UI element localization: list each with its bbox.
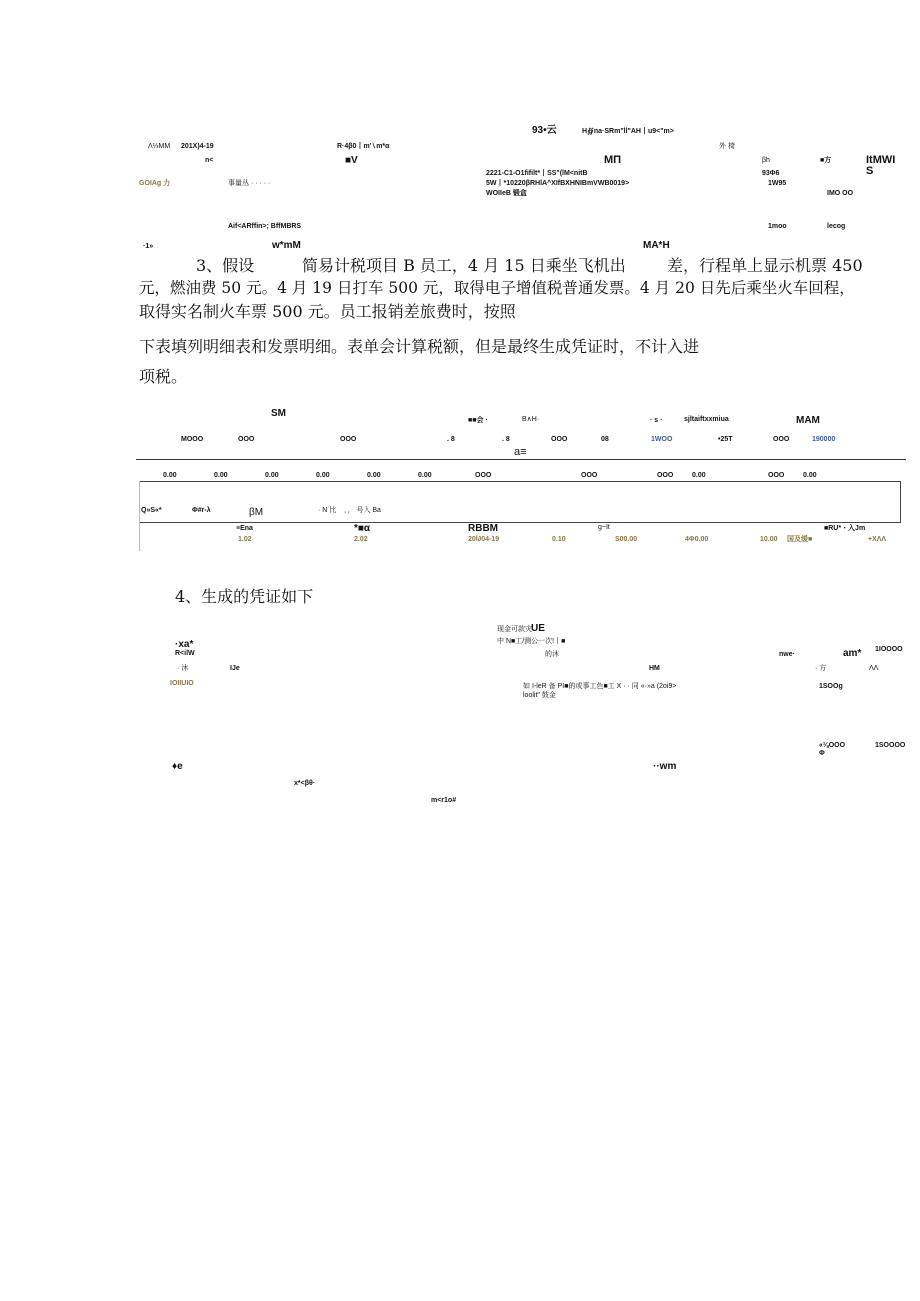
- table-cell: · N 比: [318, 507, 337, 514]
- voucher-text: x*<βθ·: [294, 780, 316, 787]
- table-cell: 10.00: [760, 536, 778, 543]
- table-cell: 4Φ0.00: [685, 536, 709, 543]
- table-cell: g~It: [598, 524, 610, 531]
- table-cell: 190000: [812, 436, 836, 443]
- voucher-text: 事量丛 · · · · ·: [228, 180, 271, 187]
- voucher-text: ■方: [820, 157, 832, 164]
- table-header: sjltaiftxxmiua: [684, 416, 729, 423]
- voucher-text: Aif<ARffin>; BffMBRS: [228, 223, 302, 230]
- voucher-text: Φ: [819, 750, 825, 757]
- voucher-text: IMO OO: [827, 190, 854, 197]
- voucher-text: 外 椅: [719, 143, 735, 150]
- table-cell: 0.00: [163, 472, 177, 479]
- table-edge: [139, 481, 140, 551]
- table-cell: 0.00: [803, 472, 817, 479]
- table-header: · s ·: [650, 417, 663, 424]
- voucher-text: ΛΛ: [869, 665, 879, 672]
- voucher-text: GOIAg 力: [139, 180, 171, 187]
- table-cell: OOO: [551, 436, 568, 443]
- table-cell: OOO: [773, 436, 790, 443]
- voucher-text: loolit" 鼓金: [523, 692, 556, 699]
- voucher-text: 的沐: [545, 651, 559, 658]
- voucher-text: 5W丨*10220βRHlA^XIfBXHNIBmVWB0019>: [486, 180, 630, 187]
- table-cell: MOOO: [181, 436, 204, 443]
- voucher-text: R·4β0丨m'∖m*α: [337, 143, 390, 150]
- voucher-date: 201X)4-19: [181, 143, 214, 150]
- voucher-header-text: H∯na·SRm"ll"AH丨u9<"m>: [582, 128, 674, 135]
- table-cell: 0.10: [552, 536, 566, 543]
- paragraph-line: 3、假设: [196, 256, 255, 275]
- table-cell: 国及缓■: [787, 536, 813, 543]
- voucher-text: 1IOOOO: [875, 646, 903, 653]
- voucher-text: ·xa*: [175, 639, 194, 650]
- voucher-text: m<r1o#: [431, 797, 457, 804]
- table-cell: OOO: [238, 436, 255, 443]
- table-cell: Φ#r-λ: [192, 507, 211, 514]
- voucher-text: 1SOOg: [819, 683, 843, 690]
- voucher-text: nwe·: [779, 651, 795, 658]
- voucher-label: Λ⅓MM: [148, 143, 171, 150]
- voucher-text: n<: [205, 157, 214, 164]
- table-cell: OOO: [340, 436, 357, 443]
- voucher-text: UE: [531, 623, 545, 634]
- table-cell: OOO: [768, 472, 785, 479]
- voucher-text: w*mM: [272, 240, 301, 251]
- table-cell: •25T: [718, 436, 733, 443]
- voucher-text: ItMWI: [866, 154, 896, 166]
- table-cell: βM: [249, 507, 264, 518]
- table-header: MAM: [796, 415, 820, 426]
- table-cell: 0.00: [692, 472, 706, 479]
- table-cell: 2.02: [354, 536, 368, 543]
- paragraph-line: 元，燃油费 50 元。4 月 19 日打车 500 元，取得电子增值税普通发票。4 月 20 日先后乘坐火车回程，: [139, 279, 855, 297]
- voucher-text: · 沐: [177, 665, 189, 672]
- table-header: B∧H·: [522, 416, 540, 423]
- voucher-text: 93Φ6: [762, 170, 780, 177]
- voucher-text: · 方: [815, 665, 827, 672]
- voucher-text: am*: [843, 648, 862, 659]
- voucher-text: 1SOOOO: [875, 742, 906, 749]
- table-cell: 0.00: [367, 472, 381, 479]
- voucher-text: 1W95: [768, 180, 787, 187]
- paragraph-line: 取得实名制火车票 500 元。员工报销差旅费时，按照: [139, 302, 516, 321]
- voucher-text: «⅛OOO: [819, 742, 846, 749]
- table-cell: Q»S«*: [141, 507, 162, 514]
- paragraph-line: 简易计税项目 B 员工，4 月 15 日乘坐飞机出: [302, 256, 626, 275]
- table-cell: OOO: [657, 472, 674, 479]
- voucher-text: ·1»: [143, 243, 154, 250]
- table-cell: 0.00: [418, 472, 432, 479]
- table-cell: ≡Ena: [236, 525, 253, 532]
- voucher-text: IJe: [230, 665, 240, 672]
- table-cell: . 8: [502, 436, 510, 443]
- voucher-text: R<ilW: [175, 650, 195, 657]
- table-cell: S00.00: [615, 536, 638, 543]
- voucher-text: 现金可款灾: [497, 626, 532, 633]
- table-divider: [136, 459, 906, 460]
- table-cell: +XΛΛ: [868, 536, 887, 543]
- table-cell: 1.02: [238, 536, 252, 543]
- voucher-text: ··wm: [653, 761, 677, 772]
- voucher-text: WOIIeB 锻盒: [486, 190, 527, 197]
- table-cell: 1WOO: [651, 436, 673, 443]
- table-cell: ，， 号入 Ba: [344, 507, 381, 514]
- voucher-text: ■V: [345, 155, 358, 166]
- table-header: SM: [271, 408, 286, 419]
- table-header: ■■会 ·: [468, 417, 488, 424]
- voucher-text: MΠ: [604, 154, 622, 166]
- table-cell: ■RU*・入Jm: [824, 525, 866, 532]
- voucher-text: 1moo: [768, 223, 787, 230]
- voucher-text: HM: [649, 665, 660, 672]
- table-cell: 0.00: [265, 472, 279, 479]
- table-cell: . 8: [447, 436, 455, 443]
- voucher-text: lecog: [827, 223, 846, 230]
- voucher-text: 2221-C1-O1fifilt*丨SS"(lM<nitB: [486, 170, 588, 177]
- table-cell: 08: [601, 436, 609, 443]
- voucher-text: 中 N■工/测公一次!丨■: [497, 638, 566, 645]
- table-cell: 0.00: [316, 472, 330, 479]
- paragraph-line: 差，行程单上显示机票 450: [667, 256, 863, 275]
- voucher-code: 93•云: [532, 125, 557, 136]
- table-cell: a≡: [514, 446, 527, 458]
- table-cell: OOO: [475, 472, 492, 479]
- voucher-text: 如 I-leR 备 PI■的或事工色■工 X · · 同 «·»a (2oi9>: [523, 683, 677, 690]
- section-heading: 4、生成的凭证如下: [175, 587, 314, 606]
- voucher-text: MA*H: [643, 240, 670, 251]
- voucher-text: ♦e: [172, 761, 183, 772]
- table-cell: 0.00: [214, 472, 228, 479]
- voucher-text: βh: [762, 157, 770, 164]
- table-cell: RBBM: [468, 523, 498, 534]
- voucher-text: IOIIUIO: [170, 680, 194, 687]
- table-cell: *■α: [354, 523, 371, 534]
- table-cell: OOO: [581, 472, 598, 479]
- paragraph-line: 下表填列明细表和发票明细。表单会计算税额，但是最终生成凭证时，不计入进: [139, 337, 700, 356]
- paragraph-line: 项税。: [139, 367, 188, 386]
- table-cell: 20l∂04-19: [468, 536, 500, 543]
- voucher-text: S: [866, 165, 874, 177]
